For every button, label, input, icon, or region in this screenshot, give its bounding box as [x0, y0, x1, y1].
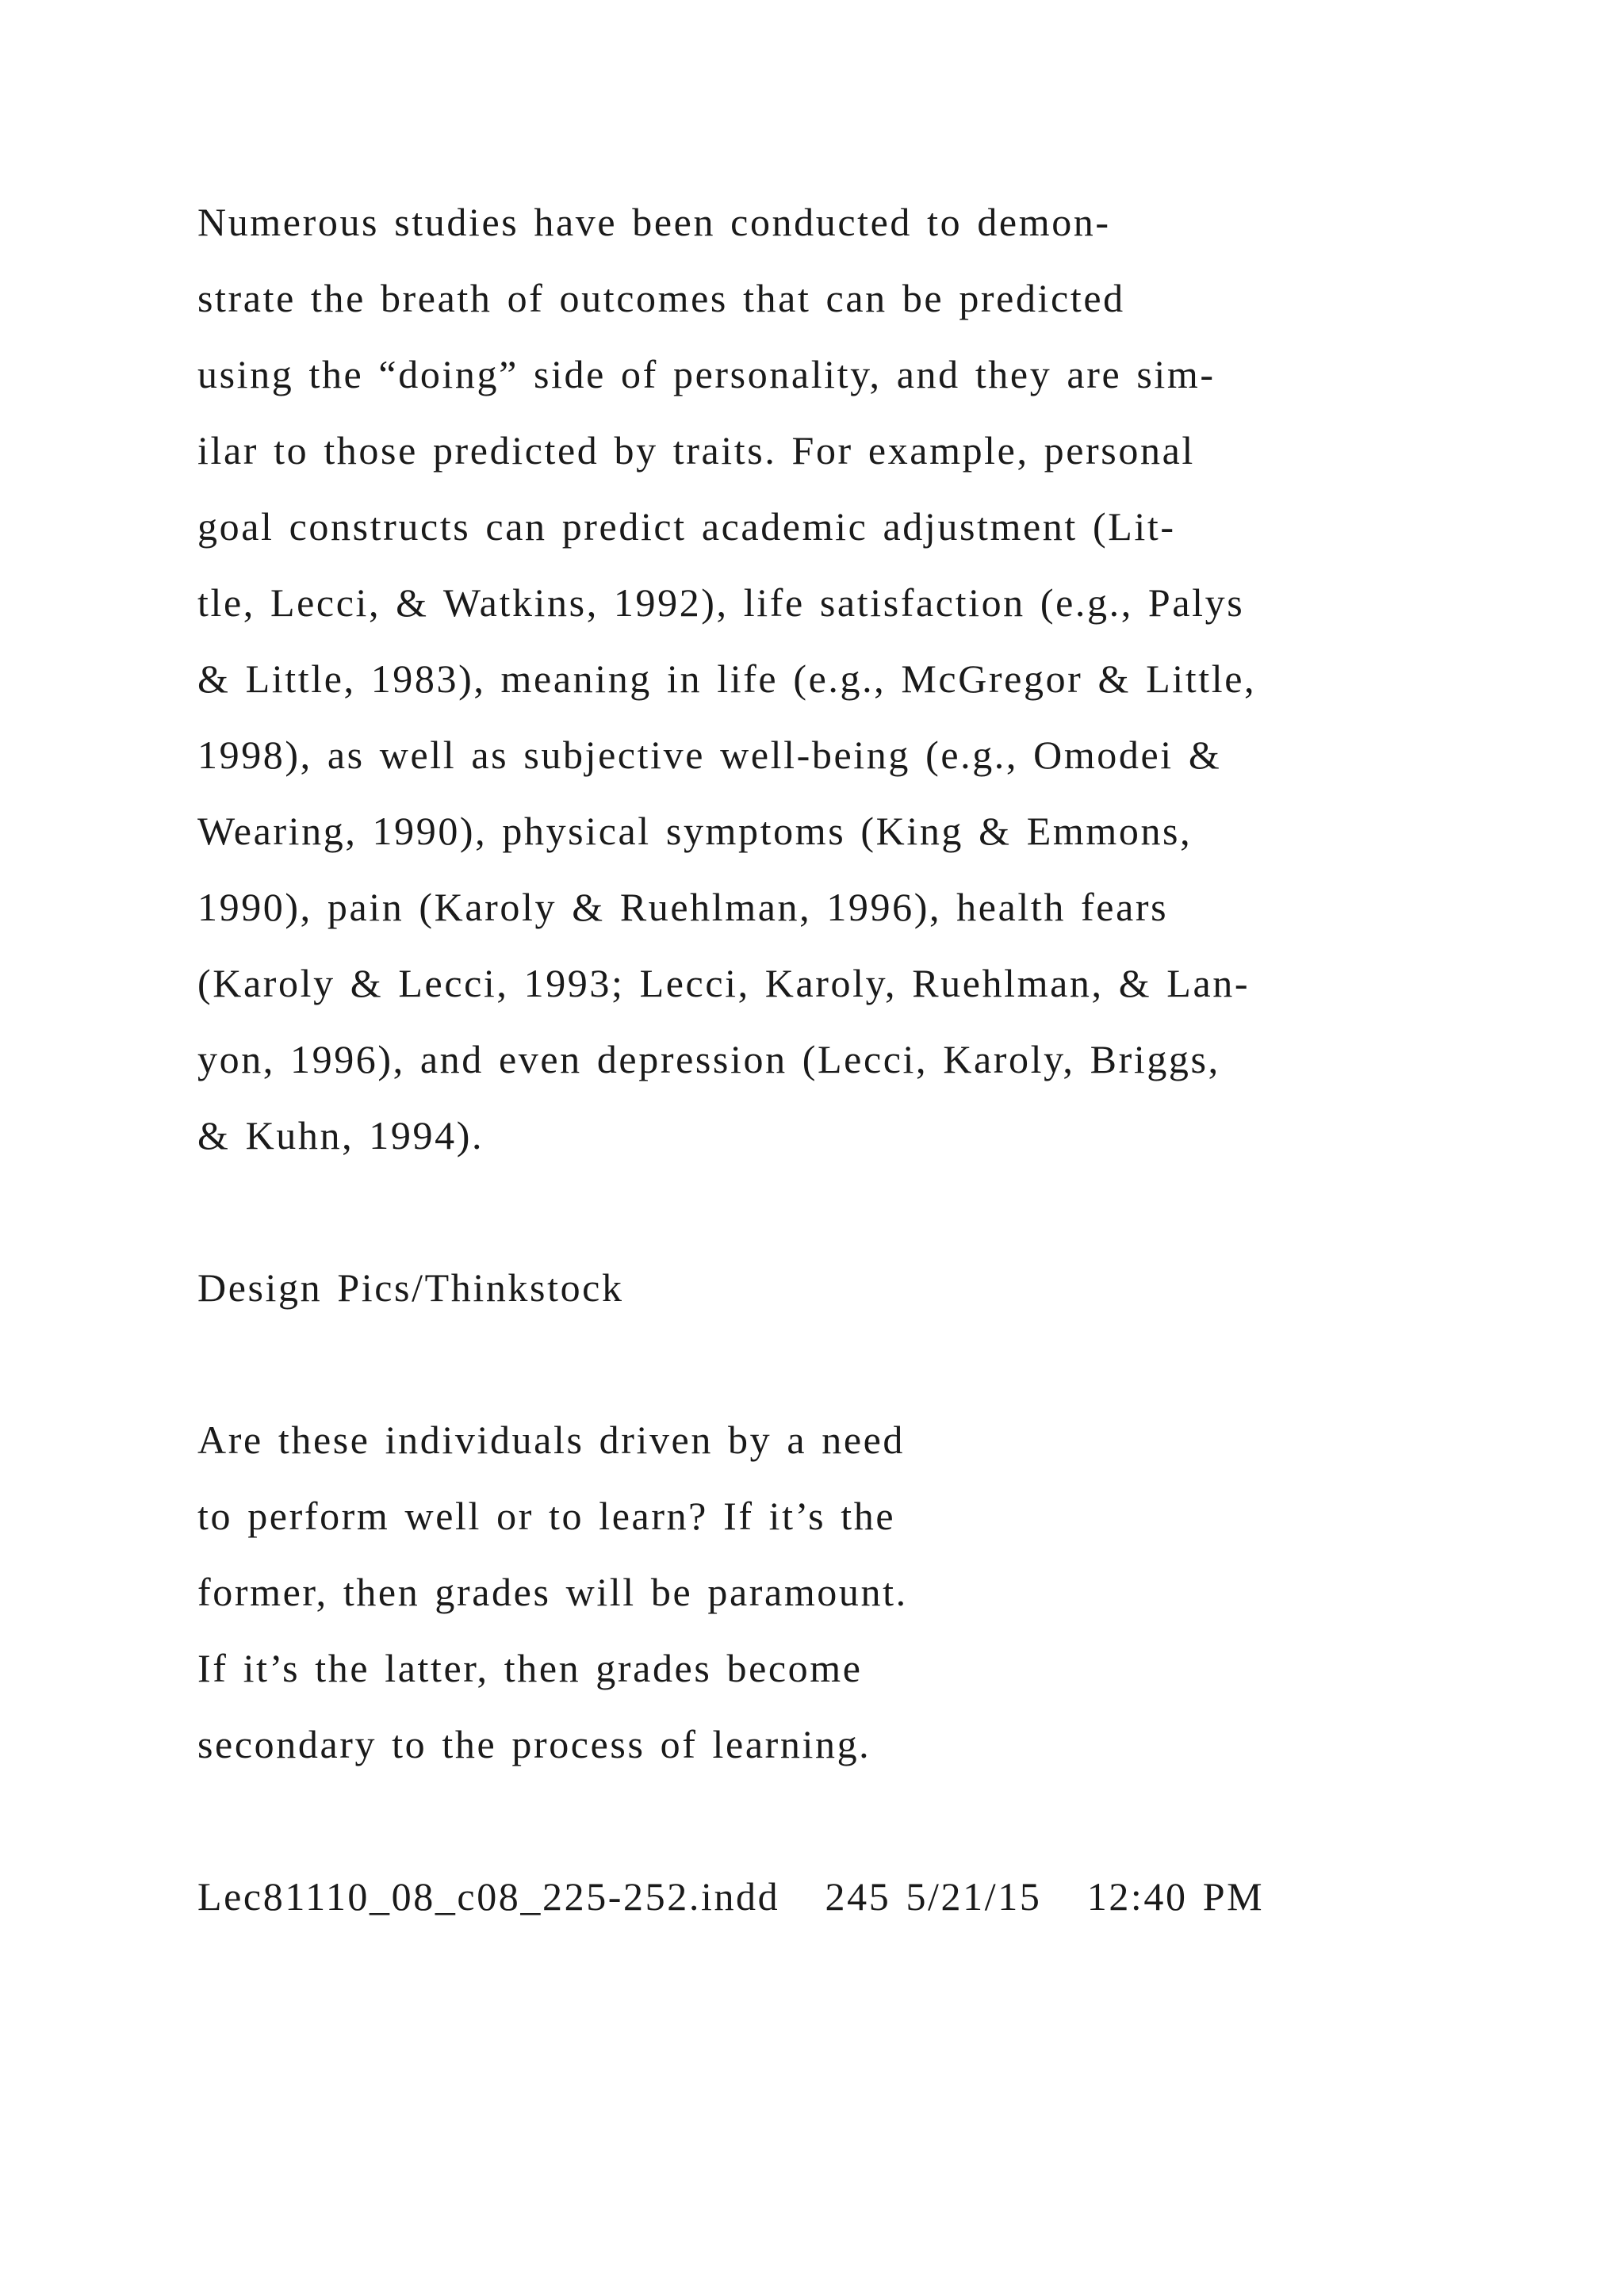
paragraph-line: 1990), pain (Karoly & Ruehlman, 1996), health fears: [197, 885, 1169, 929]
paragraph-line: & Little, 1983), meaning in life (e.g., McGregor & Little,: [197, 656, 1257, 701]
page-footer-slug: Lec81110_08_c08_225-252.indd 245 5/21/15 12:40 PM: [197, 1874, 1265, 1919]
paragraph-line: (Karoly & Lecci, 1993; Lecci, Karoly, Ruehlman, & Lan-: [197, 961, 1251, 1005]
paragraph-line: strate the breath of outcomes that can be predicted: [197, 276, 1125, 320]
paragraph-line: tle, Lecci, & Watkins, 1992), life satisfaction (e.g., Palys: [197, 580, 1245, 625]
paragraph-line: yon, 1996), and even depression (Lecci, Karoly, Briggs,: [197, 1037, 1220, 1081]
caption-line: secondary to the process of learning.: [197, 1722, 871, 1766]
paragraph-line: using the “doing” side of personality, and they are sim-: [197, 352, 1216, 396]
paragraph-line: ilar to those predicted by traits. For example, personal: [197, 428, 1195, 473]
caption-line: If it’s the latter, then grades become: [197, 1646, 863, 1690]
paragraph-line: goal constructs can predict academic adjustment (Lit-: [197, 504, 1176, 549]
photo-credit: Design Pics/Thinkstock: [197, 1265, 624, 1310]
caption-line: former, then grades will be paramount.: [197, 1570, 908, 1614]
caption-line: to perform well or to learn? If it’s the: [197, 1494, 896, 1538]
paragraph-line: Numerous studies have been conducted to demon-: [197, 200, 1111, 244]
paragraph-line: & Kuhn, 1994).: [197, 1113, 485, 1158]
paragraph-line: Wearing, 1990), physical symptoms (King & Emmons,: [197, 809, 1193, 853]
caption-line: Are these individuals driven by a need: [197, 1418, 906, 1462]
paragraph-line: 1998), as well as subjective well-being (e.g., Omodei &: [197, 733, 1222, 777]
